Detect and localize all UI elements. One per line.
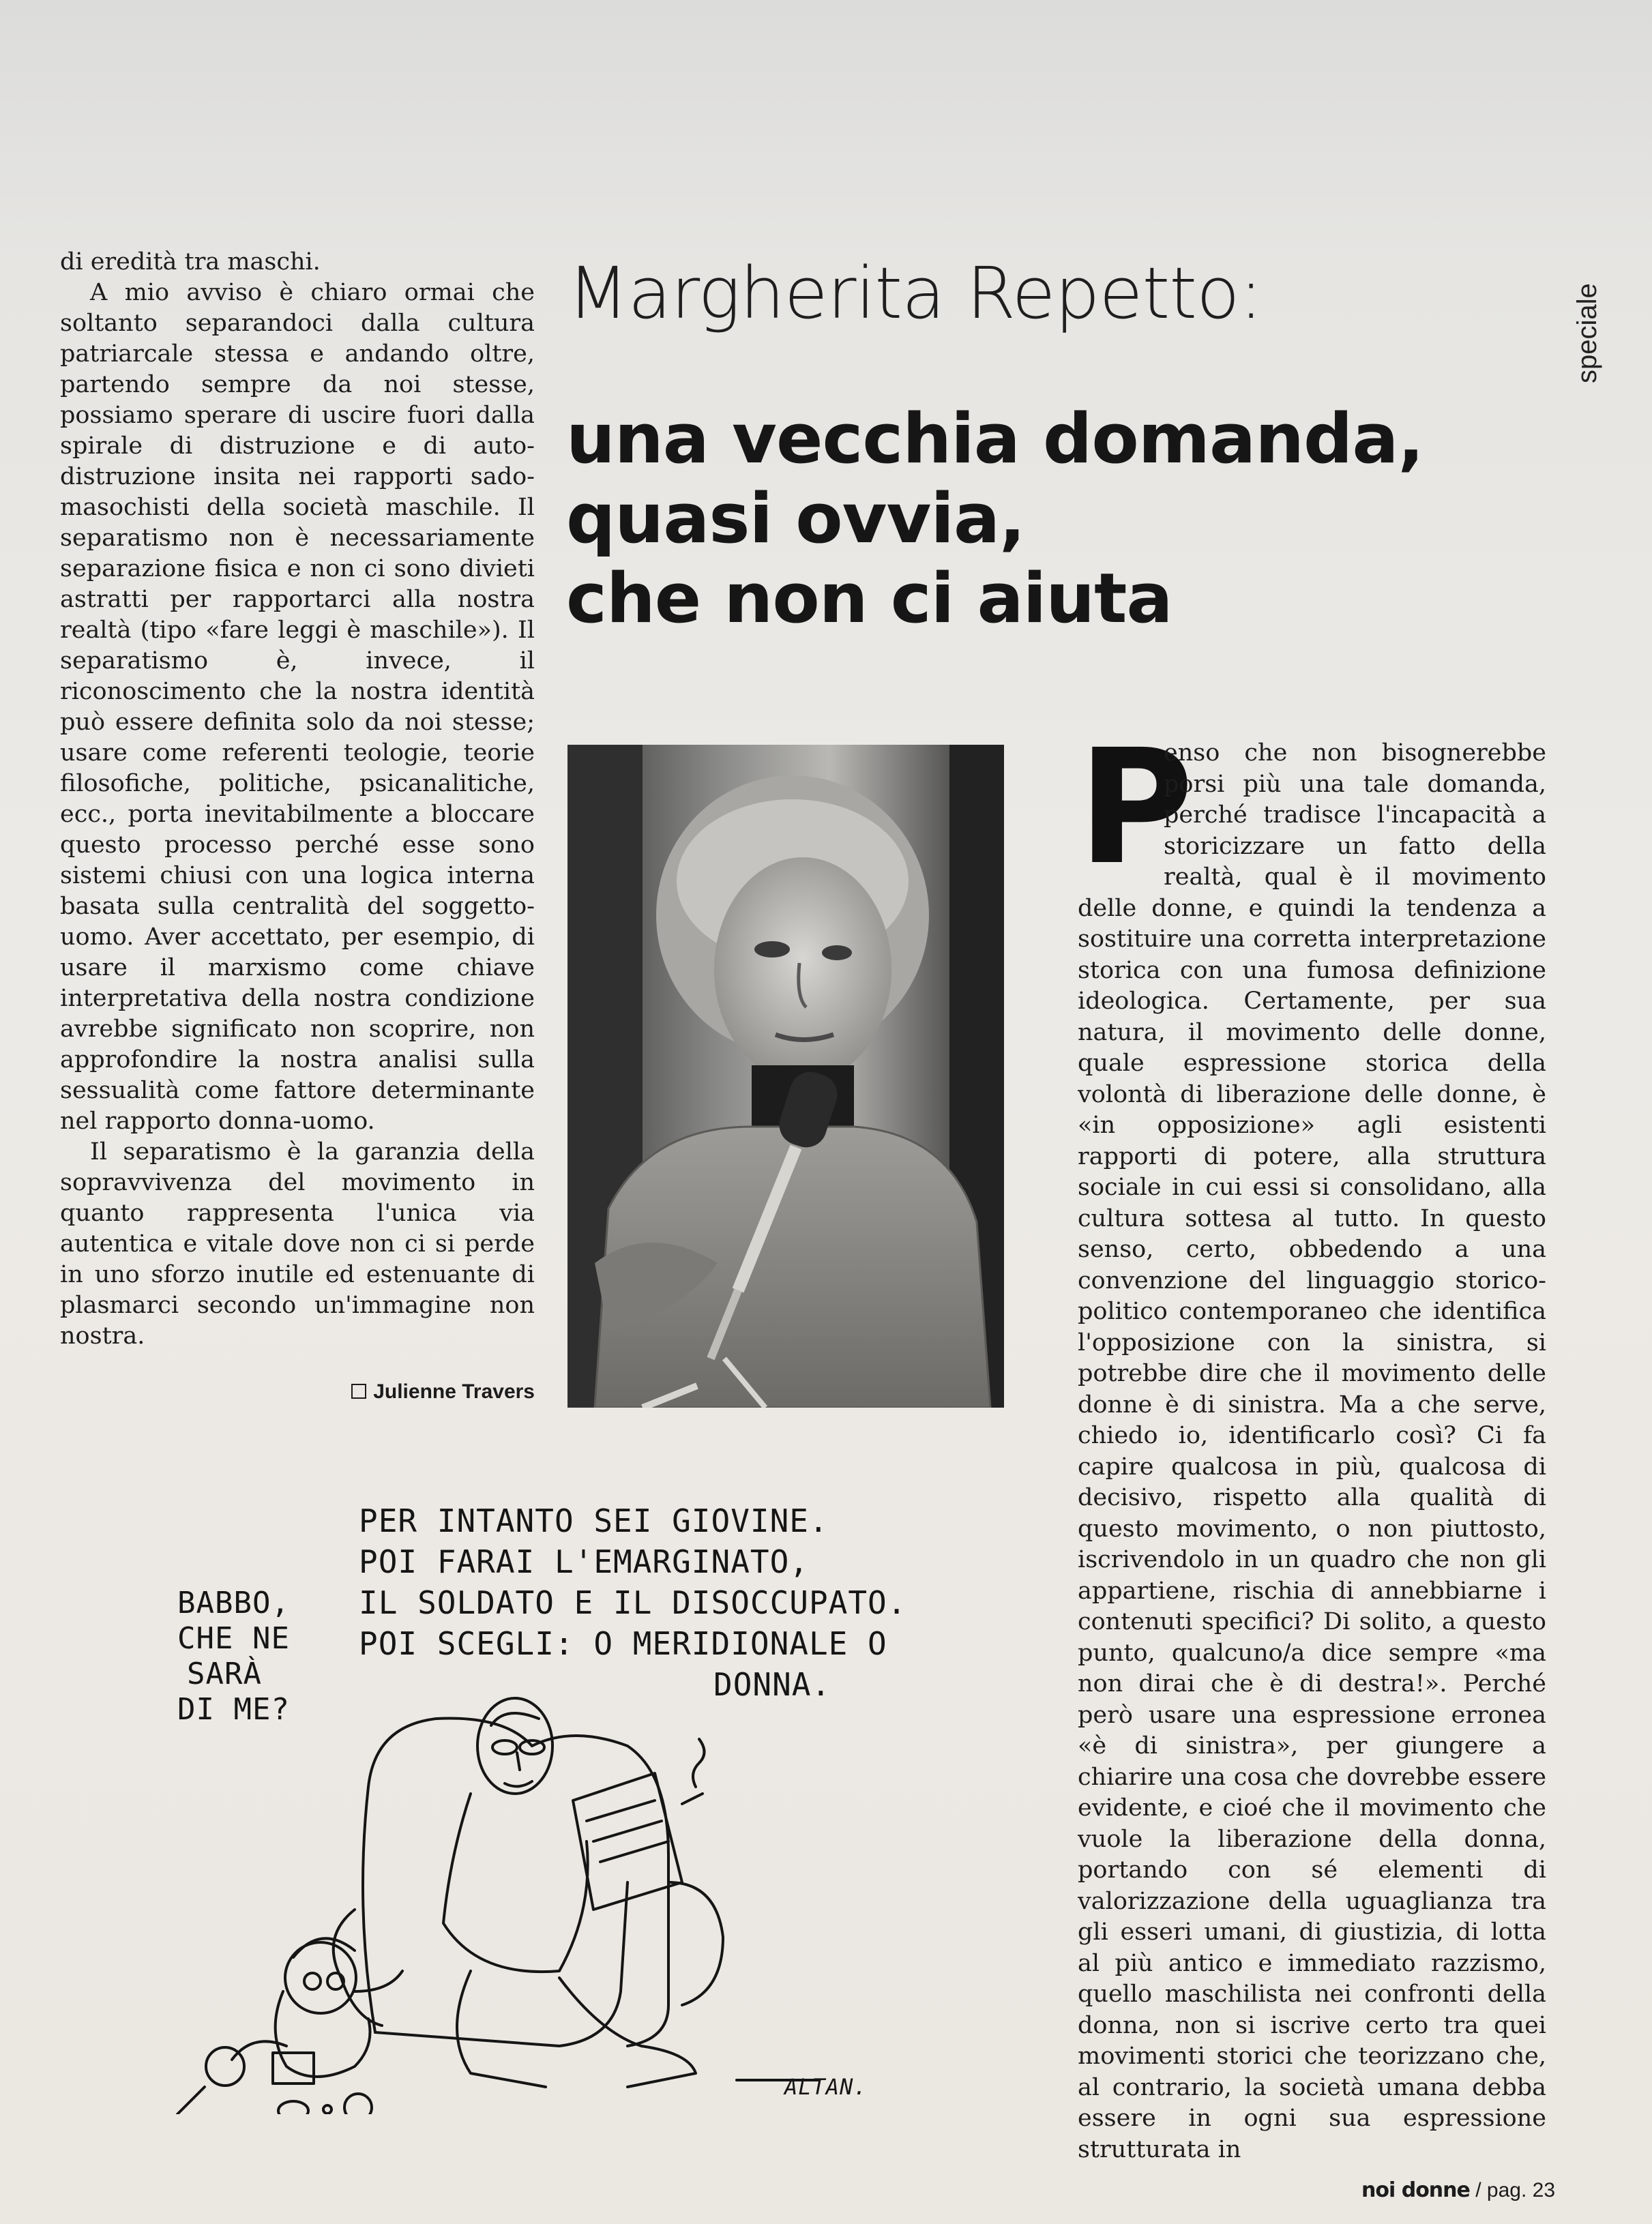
magazine-brand: noi donne [1361, 2178, 1470, 2202]
article-body-text: enso che non bisognerebbe porsi più una tale domanda, perché tradisce l'incapacità a storicizzare un fatto della realtà, qual è il movimento delle donne, e quindi la tendenza a sostituire una corretta interpretazione storica con una fumosa definizione ideologica. Certamente, per sua natura, il movimento delle donne, quale espressione storica della volontà di liberazione delle donne, è «in opposizione» agli esistenti rapporti di potere, alla struttura sociale in cui essi si consolidano, alla cultura sottesa al tutto. In questo senso, certo, obbedendo a una convenzione del linguaggio storico-politico contemporaneo che identifica l'opposizione con la sinistra, si potrebbe dire che il movimento delle donne è di sinistra. Ma a che serve, chiedo io, identificarlo così? Ci fa capire qualcosa in più, qualcosa di decisivo, rispetto alla qualità di questo movimento, o non piuttosto, iscrivendolo in un quadro che non gli appartiene, rischia di annebbiarne i contenuti specifici? Di solito, a questo punto, qualcuno/a dice sempre «ma non dirai che è di destra!». Perché però usare una espressione erronea «è di sinistra», per giungere a chiarire una cosa che dovrebbe essere evidente, e cioé che il movimento che vuole la liberazione della donna, portando con sé elementi di valorizzazione della uguaglianza tra gli esseri umani, di giustizia, di lotta al più antico e immediato razzismo, quello maschilista nei confronti della donna, non si iscrive certo tra quei movimenti storici che teorizzano che, al contrario, la società umana debba essere in ogni sua espressione strutturata in [1078, 739, 1546, 2163]
paragraph: Il separatismo è la garanzia della sopravvivenza del movimento in quanto rappresenta l'unica via autentica e vitale dove non ci si perde in uno sforzo inutile ed estenuante di plasmarci secondo un'immagine non nostra. [60, 1138, 535, 1350]
portrait-photo [567, 745, 1004, 1408]
page-number: pag. 23 [1486, 2179, 1555, 2201]
article-author-title: Margherita Repetto: [567, 252, 1263, 335]
article-headline [566, 399, 1555, 638]
left-column-text [60, 247, 535, 1352]
speech-line: CHE NE [177, 1621, 290, 1656]
page-footer [1337, 2178, 1555, 2202]
artist-signature: ALTAN. [784, 2074, 868, 2100]
speech-line: SARÀ [187, 1657, 262, 1691]
speech-line: POI FARAI L'EMARGINATO, [359, 1543, 809, 1580]
cartoon-drawing [150, 1500, 928, 2114]
headline-line: quasi ovvia, [566, 478, 1025, 559]
section-label: speciale [1572, 283, 1602, 383]
paragraph: di eredità tra maschi. [60, 248, 321, 276]
speech-line: DI ME? [177, 1692, 290, 1727]
article-body [1078, 715, 1546, 2165]
portrait-illustration [567, 745, 1004, 1408]
square-bullet-icon [351, 1384, 366, 1399]
speech-line: PER INTANTO SEI GIOVINE. [359, 1502, 829, 1539]
cartoon [150, 1500, 928, 2114]
speech-line: DONNA. [713, 1666, 831, 1703]
drop-cap: P [1078, 715, 1194, 900]
headline-line: che non ci aiuta [566, 558, 1172, 638]
speech-line: IL SOLDATO E IL DISOCCUPATO. [359, 1584, 907, 1621]
speech-line: POI SCEGLI: O MERIDIONALE O [359, 1625, 887, 1662]
signature-name: Julienne Travers [373, 1380, 535, 1403]
speech-line: BABBO, [177, 1586, 290, 1620]
footer-separator: / [1475, 2179, 1481, 2201]
author-signature [314, 1380, 535, 1404]
headline-line: una vecchia domanda, [566, 398, 1424, 479]
paragraph: A mio avviso è chiaro ormai che soltanto separandoci dalla cultura patriarcale stessa e andando oltre, partendo sempre da noi stesse, possiamo sperare di uscire fuori dalla spirale di distruzione e di auto-distruzione insita nei rapporti sado-masochisti della società maschile. Il separatismo non è necessariamente separazione fisica e non ci sono divieti astratti per rapportarci alla nostra realtà (tipo «fare leggi è maschile»). Il separatismo è, invece, il riconoscimento che la nostra identità può essere definita solo da noi stesse; usare come referenti teologie, teorie filosofiche, politiche, psicanalitiche, ecc., porta inevitabilmente a bloccare questo processo perché esse sono sistemi chiusi con una logica interna basata sulla centralità del soggetto-uomo. Aver accettato, per esempio, di usare il marxismo come chiave interpretativa della nostra condizione avrebbe significato non scoprire, non approfondire la nostra analisi sulla sessualità come fattore determinante nel rapporto donna-uomo. [60, 279, 535, 1135]
